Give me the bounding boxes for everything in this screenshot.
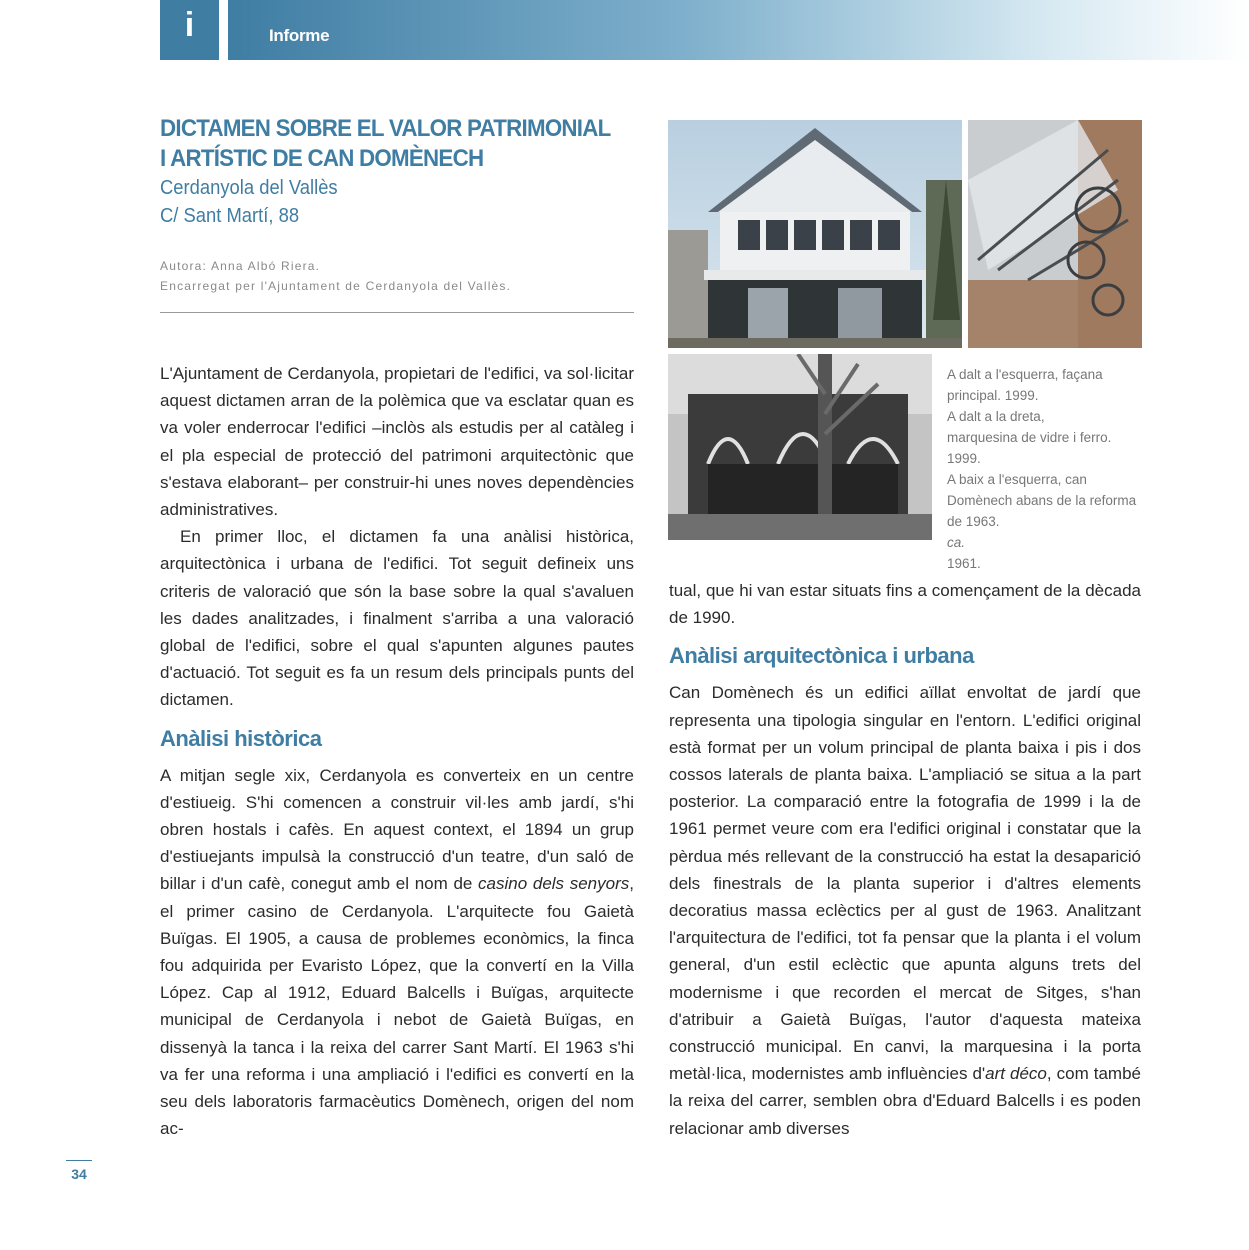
historical-italic: casino dels senyors — [478, 874, 630, 894]
caption-line: Domènech abans de la reforma — [947, 493, 1137, 508]
caption-line — [947, 511, 1142, 574]
marquee-photo-1999 — [968, 120, 1142, 348]
heading-historical-analysis: Anàlisi històrica — [160, 725, 322, 751]
caption-line: A dalt a l'esquerra, façana — [947, 367, 1103, 382]
continuation-paragraph: tual, que hi van estar situats fins a començament de la dècada de 1990. — [669, 581, 1141, 628]
article-place: Cerdanyola del Vallès — [160, 177, 338, 199]
page-number: 34 — [71, 1166, 87, 1182]
intro-paragraph-1: L'Ajuntament de Cerdanyola, propietari de l'edifici, va sol·licitar aquest dictamen arran de la polèmica que va esclatar quan es va voler enderrocar l'edifici –inclòs als estudis per al catàleg i el pla especial de protecció del patrimoni arquitectònic que s'estava elaborant– per construir-hi unes noves dependències administratives. — [160, 364, 634, 520]
section-label: Informe — [269, 26, 330, 45]
caption-line: 1999. — [947, 451, 981, 466]
heading-architectural-analysis: Anàlisi arquitectònica i urbana — [669, 643, 974, 669]
title-divider — [160, 312, 634, 313]
historic-photo-1961 — [668, 354, 932, 540]
article-title-line-2: I ARTÍSTIC DE CAN DOMÈNECH — [160, 145, 484, 172]
author-credit: Autora: Anna Albó Riera. — [160, 259, 321, 273]
caption-line: principal. 1999. — [947, 388, 1039, 403]
caption-line: A dalt a la dreta, — [947, 409, 1045, 424]
intro-paragraph-2: En primer lloc, el dictamen fa una anàlisi històrica, arquitectònica i urbana de l'edifici. Tot seguit defineix uns criteris de valoració que són la base sobre la qual s'avaluen les dades analitzades, i finalment s'arriba a una valoració global de l'edifici, sobre el qual s'apunten algunes pautes d'actuació. Tot seguit es fa un resum dels principals punts del dictamen. — [160, 527, 634, 710]
article-title-line-1: DICTAMEN SOBRE EL VALOR PATRIMONIAL — [160, 115, 611, 142]
caption-line: A baix a l'esquerra, can — [947, 472, 1087, 487]
historical-paragraph — [160, 762, 634, 1143]
architectural-text-a: Can Domènech és un edifici aïllat envoltat de jardí que representa una tipologia singular en l'entorn. L'edifici original està format per un volum principal de planta baixa i pis i dos cossos laterals de planta baixa. L'ampliació se situa a la part posterior. La comparació entre la fotografia de 1999 i la de 1961 permet veure com era l'edifici original i constatar que la pèrdua més rellevant de la construcció ha estat la desaparició dels finestrals de la planta superior i d'altres elements decoratius massa eclèctics per al gust de 1963. Analitzant l'arquitectura de l'edifici, tot fa pensar que la planta i el volum general, d'un estil eclèctic que apunta alguns trets del modernisme i que recorden el mercat de Sitges, s'han d'atribuir a Gaietà Buïgas, l'autor d'aquesta mateixa construcció municipal. En canvi, la marquesina i la porta metàl·lica, modernistes amb influències d' — [669, 683, 1141, 1084]
photo-caption — [947, 364, 1142, 574]
historical-text-a: A mitjan segle xix, Cerdanyola es converteix en un centre d'estiueig. S'hi comencen a construir vil·les amb jardí, s'hi obren hostals i cafès. En aquest context, el 1894 un grup d'estiuejants impulsà la construcció d'un teatre, d'un saló de billar i d'un cafè, conegut amb el nom de — [160, 765, 634, 894]
right-column — [669, 577, 1141, 1142]
historical-text-b: , el primer casino de Cerdanyola. L'arquitecte fou Gaietà Buïgas. El 1905, a causa de problemes econòmics, la finca fou adquirida per Evaristo López, que la convertí en la Villa López. Cap al 1912, Eduard Balcells i Buïgas, arquitecte municipal de Cerdanyola i nebot de Gaietà Buïgas, en dissenyà la tanca i la reixa del carrer Sant Martí. El 1963 s'hi va fer una reforma i una ampliació i l'edifici es convertí en la seu dels laboratoris farmacèutics Domènech, origen del nom ac- — [160, 874, 634, 1139]
caption-text: de 1963. — [947, 514, 1000, 529]
section-header-band — [228, 0, 1249, 60]
caption-italic: ca. — [947, 535, 966, 550]
architectural-paragraph — [669, 679, 1141, 1141]
article-address: C/ Sant Martí, 88 — [160, 205, 300, 227]
page-number-rule — [66, 1160, 92, 1161]
commission-credit: Encarregat per l'Ajuntament de Cerdanyola del Vallès. — [160, 279, 512, 293]
info-icon: i — [184, 6, 195, 44]
left-column — [160, 360, 634, 1142]
section-icon-box — [160, 0, 219, 60]
facade-photo-1999 — [668, 120, 962, 348]
caption-line: marquesina de vidre i ferro. — [947, 430, 1112, 445]
architectural-italic: art déco — [985, 1064, 1047, 1084]
architectural-text-b: , com també la reixa del carrer, semblen obra d'Eduard Balcells i es poden relacionar amb diverses — [669, 1064, 1141, 1138]
caption-text: 1961. — [947, 556, 981, 571]
